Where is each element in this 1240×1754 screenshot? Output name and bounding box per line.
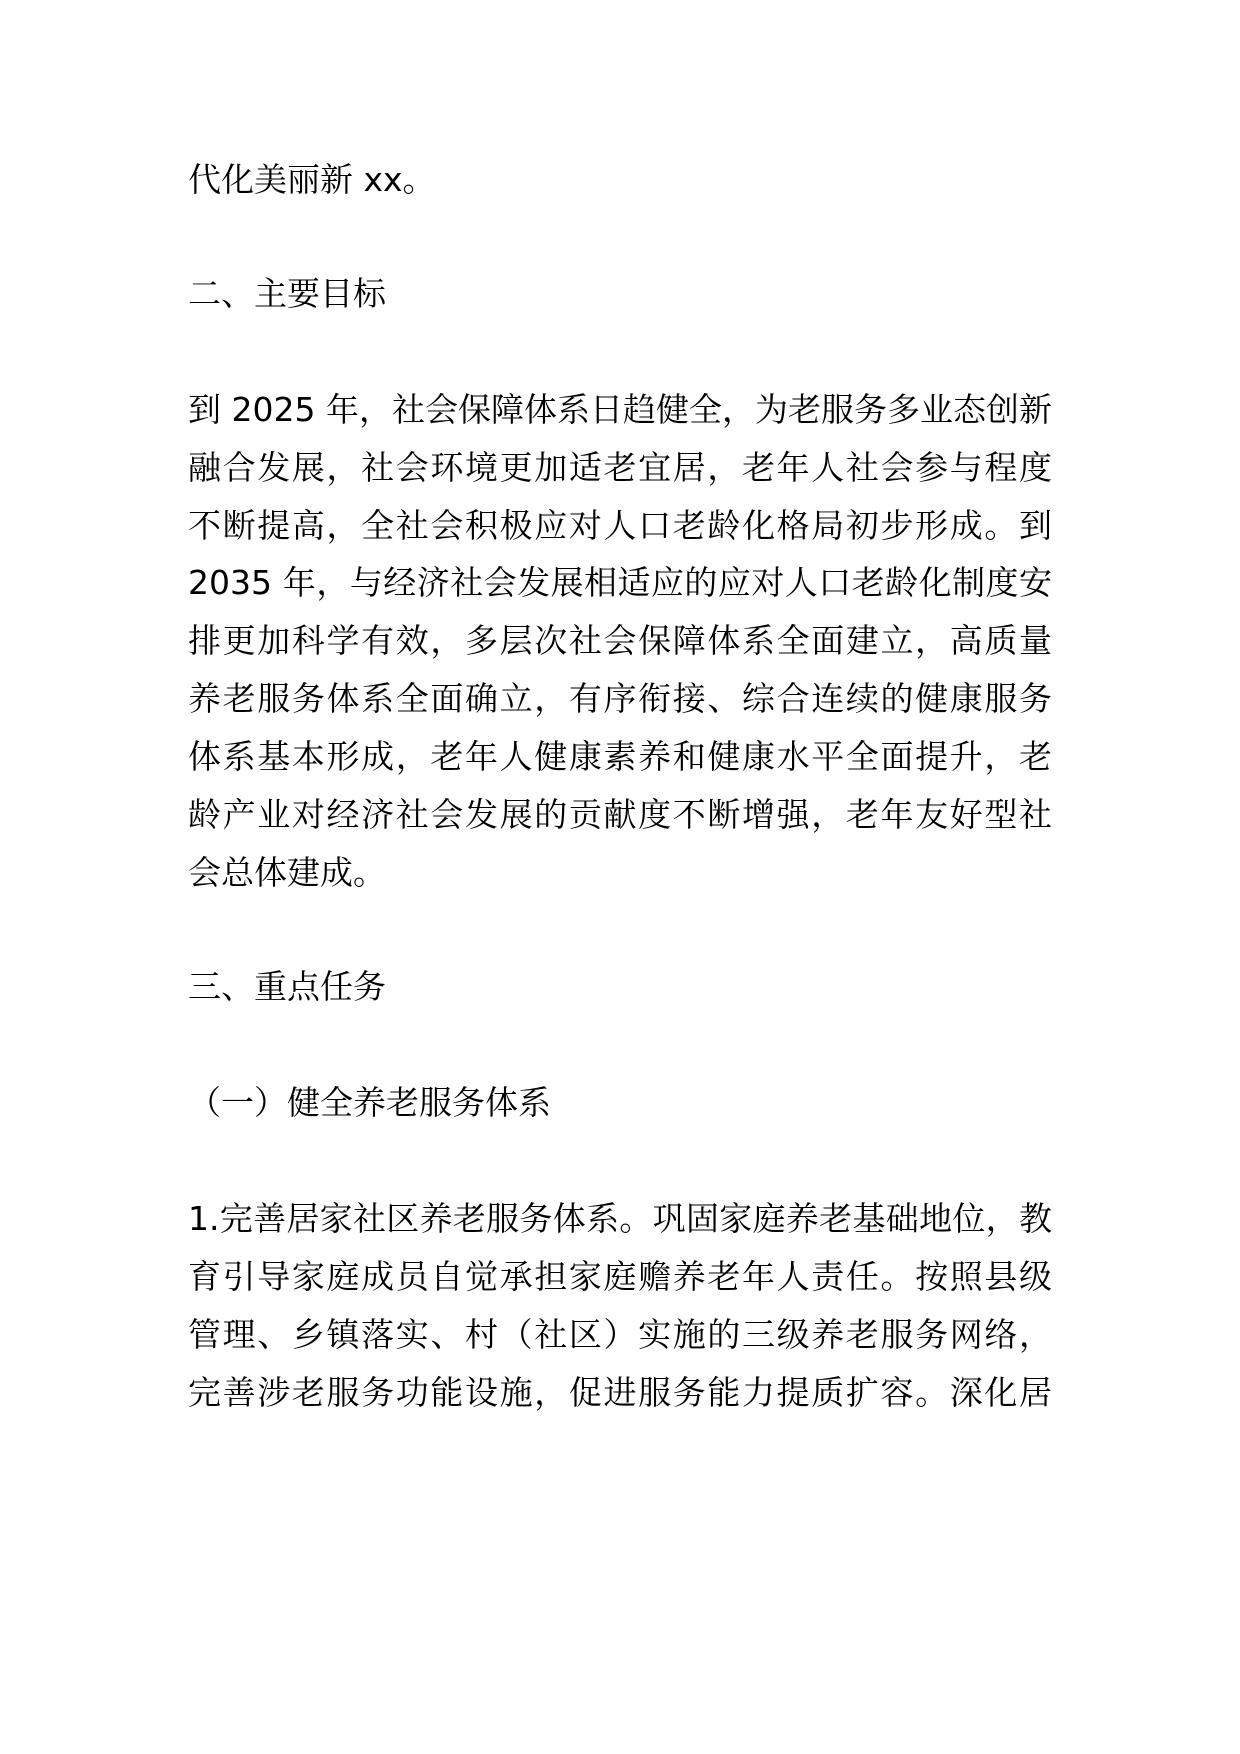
paragraph-line: 1.完善居家社区养老服务体系。巩固家庭养老基础地位，教: [188, 1199, 1052, 1238]
paragraph-line: 龄产业对经济社会发展的贡献度不断增强，老年友好型社: [188, 795, 1052, 834]
paragraph-line: 到 2025 年，社会保障体系日趋健全，为老服务多业态创新: [188, 390, 1052, 429]
section-heading-key-tasks: 三、重点任务: [188, 967, 386, 1006]
subsection-heading: （一）健全养老服务体系: [188, 1083, 551, 1122]
paragraph-line: 完善涉老服务功能设施，促进服务能力提质扩容。深化居: [188, 1373, 1052, 1412]
paragraph-line: 育引导家庭成员自觉承担家庭赡养老年人责任。按照县级: [188, 1257, 1052, 1296]
paragraph-line: 会总体建成。: [188, 853, 386, 892]
paragraph-line: 管理、乡镇落实、村（社区）实施的三级养老服务网络，: [188, 1315, 1052, 1354]
fragment-line: 代化美丽新 xx。: [188, 160, 436, 199]
paragraph-line: 排更加科学有效，多层次社会保障体系全面建立，高质量: [188, 621, 1052, 660]
paragraph-line: 体系基本形成，老年人健康素养和健康水平全面提升，老: [188, 737, 1052, 776]
paragraph-line: 2035 年，与经济社会发展相适应的应对人口老龄化制度安: [188, 563, 1052, 602]
paragraph-line: 养老服务体系全面确立，有序衔接、综合连续的健康服务: [188, 679, 1052, 718]
paragraph-line: 融合发展，社会环境更加适老宜居，老年人社会参与程度: [188, 448, 1052, 487]
section-heading-main-goals: 二、主要目标: [188, 274, 386, 313]
paragraph-line: 不断提高，全社会积极应对人口老龄化格局初步形成。到: [188, 506, 1052, 545]
